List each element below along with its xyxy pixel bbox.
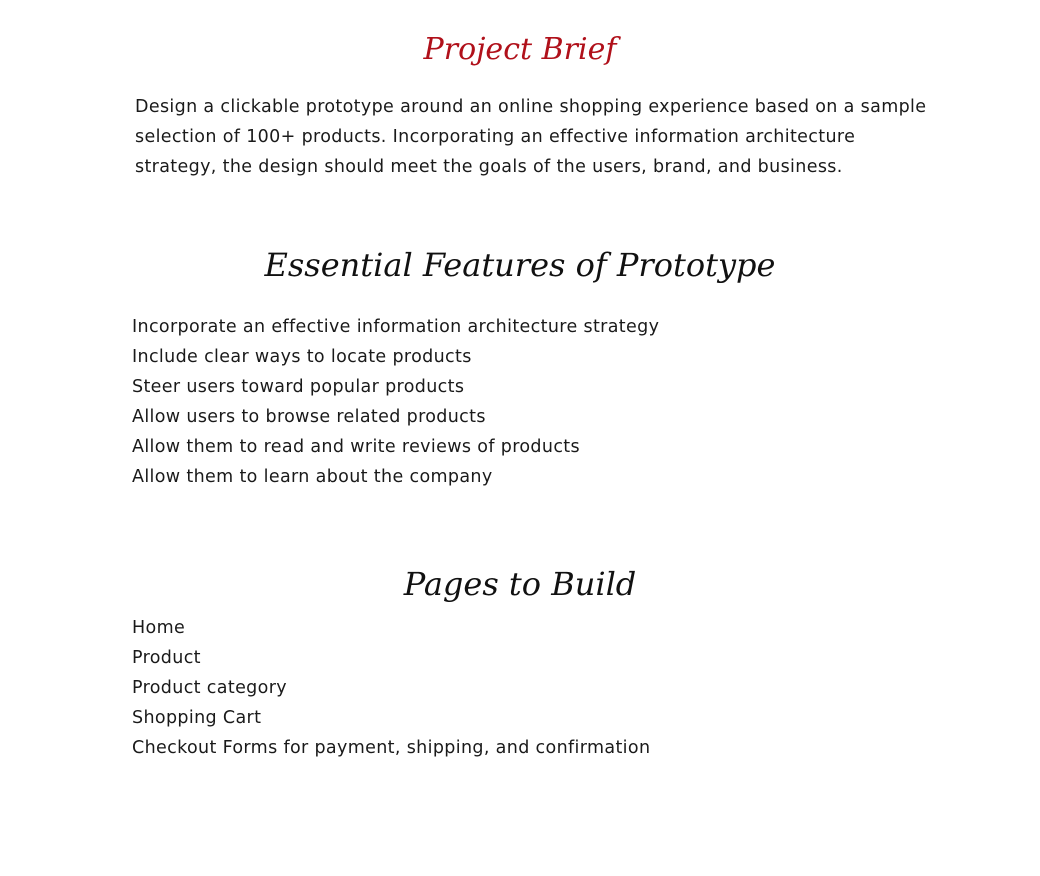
feature-item: Include clear ways to locate products [132,347,472,367]
page-item: Product category [132,678,287,698]
page-item: Home [132,618,186,638]
brief-line: strategy, the design should meet the goals of the users, brand, and business. [135,157,843,177]
essential-features-heading: Essential Features of Prototype [264,246,776,284]
brief-line: selection of 100+ products. Incorporating an effective information architecture [135,127,856,147]
feature-item: Allow users to browse related products [132,407,486,427]
pages-list [132,613,650,763]
pages-to-build-heading: Pages to Build [403,565,637,603]
features-list [132,312,659,492]
page-item: Product [132,648,201,668]
feature-item: Steer users toward popular products [132,377,465,397]
project-brief-paragraph [135,92,927,182]
feature-item: Incorporate an effective information architecture strategy [132,317,660,337]
feature-item: Allow them to read and write reviews of products [132,437,580,457]
feature-item: Allow them to learn about the company [132,467,493,487]
brief-line: Design a clickable prototype around an online shopping experience based on a sample [135,97,927,117]
project-brief-heading: Project Brief [423,32,617,67]
page-item: Shopping Cart [132,708,262,728]
page-item: Checkout Forms for payment, shipping, and confirmation [132,738,651,758]
